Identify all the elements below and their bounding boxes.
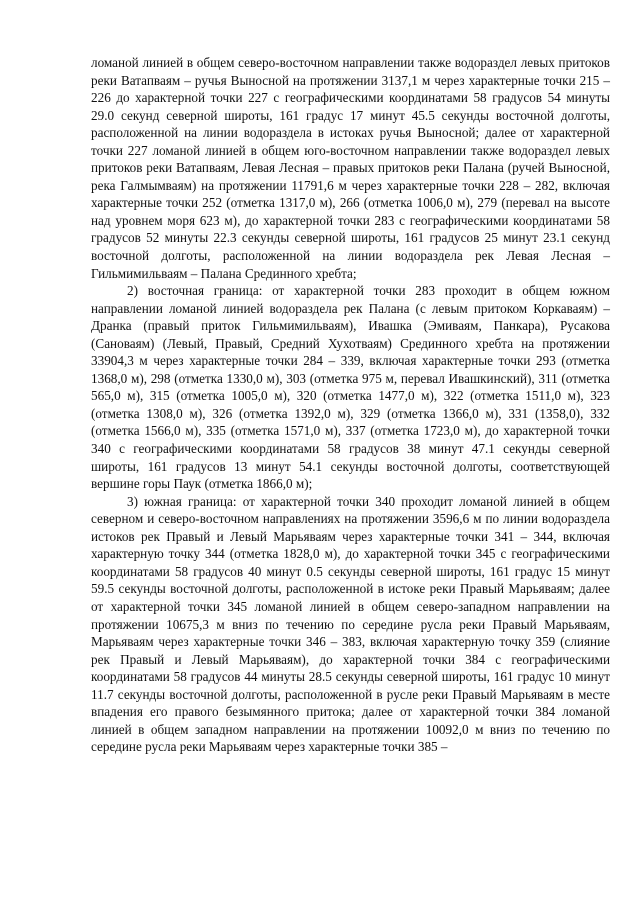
paragraph-northern-boundary-continuation: ломаной линией в общем северо-восточном направлении также водораздел левых притоков реки Ватапваям – ручья Выносной на протяжении 3137,1 м через характерные точки 215 – 226 до характерной точки 227 с географическими координатами 58 градусов 54 минуты 29.0 секунд северной широты, 161 градус 17 минут 45.5 секунды восточной долготы, расположенной на линии водораздела в истоках ручья Выносной; далее от характерной точки 227 ломаной линией в общем юго-восточном направлении также водораздел левых притоков реки Ватапваям, Левая Лесная – правых притоков реки Палана (ручей Выносной, река Галмымваям) на протяжении 11791,6 м через характерные точки 228 – 282, включая характерные точки 252 (отметка 1317,0 м), 266 (отметка 1006,0 м), 279 (перевал на высоте над уровнем моря 623 м), до характерной точки 283 с географическими координатами 58 градусов 52 минуты 22.3 секунды северной широты, 161 градусов 25 минут 23.1 секунд восточной долготы, расположенной на линии водораздела рек Левая Лесная – Гильмимильваям – Палана Срединного хребта; [91,55,610,281]
paragraph-eastern-boundary: 2) восточная граница: от характерной точки 283 проходит в общем южном направлении ломаной линией водораздела рек Палана (с левым притоком Коркаваям) – Дранка (правый приток Гильмимильваям), Ивашка (Эмиваям, Панкара), Русакова (Сановаям) (Левый, Правый, Средний Хухотваям) Срединного хребта на протяжении 33904,3 м через характерные точки 284 – 339, включая характерные точки 293 (отметка 1368,0 м), 298 (отметка 1330,0 м), 303 (отметка 975 м, перевал Ивашкинский), 311 (отметка 565,0 м), 315 (отметка 1005,0 м), 320 (отметка 1477,0 м), 322 (отметка 1511,0 м), 323 (отметка 1308,0 м), 326 (отметка 1392,0 м), 329 (отметка 1366,0 м), 331 (1358,0), 332 (отметка 1566,0 м), 335 (отметка 1571,0 м), 337 (отметка 1723,0 м), до характерной точки 340 с географическими координатами 58 градусов 38 минут 47.1 секунды северной широты, 161 градусов 13 минут 54.1 секунды восточной долготы, соответствующей вершине горы Паук (отметка 1866,0 м); [91,283,610,492]
document-page [91,54,610,756]
paragraph-southern-boundary: 3) южная граница: от характерной точки 340 проходит ломаной линией в общем северном и северо-восточном направлениях на протяжении 3596,6 м по линии водораздела истоков рек Правый и Левый Марьяваям через характерные точки 341 – 344, включая характерную точку 344 (отметка 1828,0 м), до характерной точки 345 с географическими координатами 58 градусов 40 минут 0.5 секунды северной широты, 161 градус 15 минут 59.5 секунды восточной долготы, расположенной в истоке реки Правый Марьяваям; далее от характерной точки 345 ломаной линией в общем северо-западном направлении на протяжении 10675,3 м вниз по течению по середине русла реки Правый Марьяваям, Марьяваям через характерные точки 346 – 383, включая характерную точку 359 (слияние рек Правый и Левый Марьяваям), до характерной точки 384 с географическими координатами 58 градусов 44 минуты 28.5 секунды северной широты, 161 градус 10 минут 11.7 секунды восточной долготы, расположенной в русле реки Правый Марьяваям в месте впадения его правого безымянного притока; далее от характерной точки 384 ломаной линией в общем западном направлении на протяжении 10092,0 м вниз по течению по середине русла реки Марьяваям через характерные точки 385 – [91,493,610,755]
